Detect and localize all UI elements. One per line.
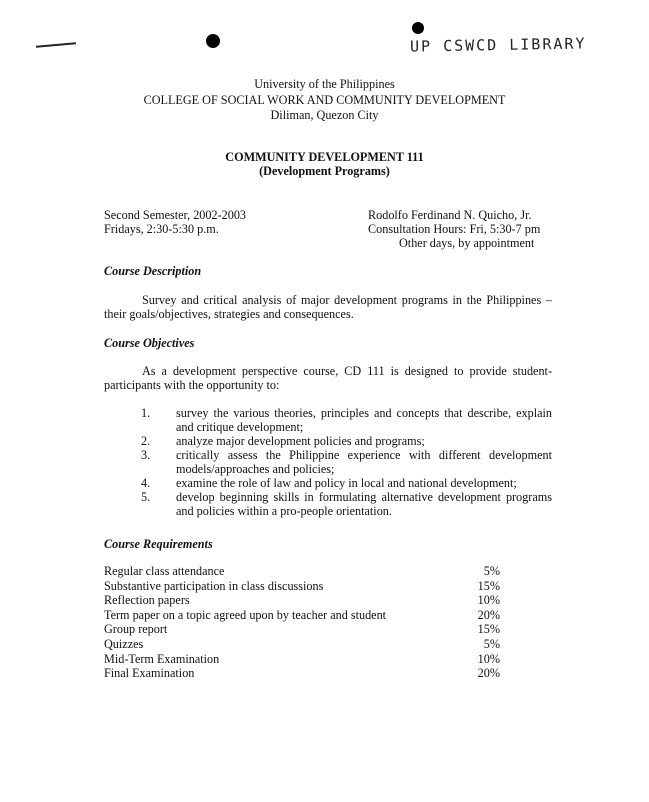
list-item bbox=[104, 434, 552, 448]
requirements-heading: Course Requirements bbox=[104, 537, 213, 551]
item-text: survey the various theories, principles and concepts that describe, explain and critique development; bbox=[176, 406, 552, 434]
list-item bbox=[104, 406, 552, 434]
requirement-label: Reflection papers bbox=[104, 593, 190, 608]
course-subtitle: (Development Programs) bbox=[259, 164, 390, 178]
pen-mark bbox=[36, 42, 76, 47]
requirement-weight: 15% bbox=[477, 578, 500, 593]
requirement-label: Group report bbox=[104, 622, 168, 637]
item-text: analyze major development policies and programs; bbox=[176, 434, 425, 448]
class-time: Fridays, 2:30-5:30 p.m. bbox=[104, 222, 219, 236]
requirement-weight: 15% bbox=[477, 622, 500, 637]
requirement-label: Regular class attendance bbox=[104, 564, 225, 578]
objectives-heading: Course Objectives bbox=[104, 336, 195, 350]
objectives-intro-text: As a development perspective course, CD 111 is designed to provide student-participants with the opportunity to: bbox=[104, 364, 552, 392]
table-row bbox=[104, 593, 500, 608]
requirement-weight: 20% bbox=[477, 666, 500, 681]
list-item bbox=[104, 448, 552, 476]
semester: Second Semester, 2002-2003 bbox=[104, 208, 247, 222]
requirement-weight: 5% bbox=[483, 564, 500, 578]
item-number: 2. bbox=[141, 434, 151, 448]
description-body: Survey and critical analysis of major development programs in the Philippines – their goals/objectives, strategies and consequences. bbox=[104, 293, 552, 321]
table-row bbox=[104, 622, 500, 637]
other-days: Other days, by appointment bbox=[399, 236, 535, 250]
punch-hole bbox=[206, 34, 220, 48]
table-row bbox=[104, 652, 500, 667]
university-name: University of the Philippines bbox=[254, 77, 395, 91]
instructor: Rodolfo Ferdinand N. Quicho, Jr. bbox=[368, 208, 532, 222]
objectives-intro bbox=[104, 364, 552, 392]
table-row bbox=[104, 608, 500, 623]
requirement-weight: 10% bbox=[477, 651, 500, 666]
requirement-label: Mid-Term Examination bbox=[104, 651, 220, 666]
requirement-label: Term paper on a topic agreed upon by teacher and student bbox=[104, 607, 387, 622]
college-name: COLLEGE OF SOCIAL WORK AND COMMUNITY DEVELOPMENT bbox=[143, 93, 506, 107]
table-row bbox=[104, 564, 500, 579]
list-item bbox=[104, 476, 552, 490]
description-heading: Course Description bbox=[104, 264, 202, 278]
requirement-label: Quizzes bbox=[104, 636, 144, 651]
requirement-label: Substantive participation in class discussions bbox=[104, 578, 324, 593]
table-row bbox=[104, 666, 500, 681]
consultation-hours: Consultation Hours: Fri, 5:30-7 pm bbox=[368, 222, 541, 236]
punch-hole bbox=[412, 22, 424, 34]
item-text: examine the role of law and policy in local and national development; bbox=[176, 476, 517, 490]
item-number: 1. bbox=[141, 406, 151, 420]
requirement-weight: 5% bbox=[483, 636, 500, 651]
requirement-weight: 10% bbox=[477, 593, 500, 608]
item-number: 5. bbox=[141, 490, 151, 504]
description-text bbox=[104, 293, 552, 321]
item-text: develop beginning skills in formulating alternative development programs and policies within a pro-people orientation. bbox=[176, 490, 552, 518]
requirement-label: Final Examination bbox=[104, 666, 195, 681]
objectives-list bbox=[104, 406, 552, 518]
library-stamp: UP CSWCD LIBRARY bbox=[409, 34, 587, 56]
college-location: Diliman, Quezon City bbox=[270, 108, 379, 122]
table-row bbox=[104, 637, 500, 652]
table-row bbox=[104, 579, 500, 594]
item-text: critically assess the Philippine experience with different development models/approaches and policies; bbox=[176, 448, 552, 476]
requirement-weight: 20% bbox=[477, 607, 500, 622]
requirements-table bbox=[104, 564, 500, 681]
course-title: COMMUNITY DEVELOPMENT 111 bbox=[225, 150, 424, 164]
list-item bbox=[104, 490, 552, 518]
item-number: 3. bbox=[141, 448, 151, 462]
item-number: 4. bbox=[141, 476, 151, 490]
